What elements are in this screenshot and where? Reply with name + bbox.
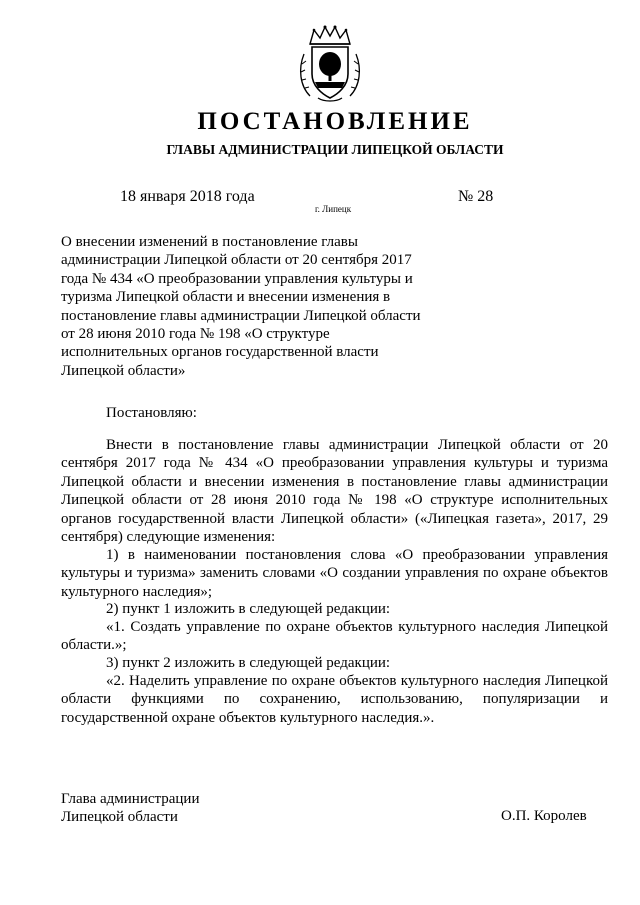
subject-line: туризма Липецкой области и внесении изменения в (61, 289, 391, 306)
subject-line: администрации Липецкой области от 20 сентября 2017 (61, 252, 412, 269)
document-title: ПОСТАНОВЛЕНИЕ (197, 108, 473, 135)
subject-line: О внесении изменений в постановление главы (61, 234, 358, 250)
body-paragraph: «1. Создать управление по охране объектов культурного наследия Липецкой области.»; (61, 619, 608, 654)
document-number: № 28 (458, 188, 494, 205)
subject-line: Липецкой области» (61, 362, 186, 379)
body-paragraph: Внести в постановление главы администрации Липецкой области от 20 сентября 2017 года № 434 «О преобразовании управления культуры и туризма Липецкой области и внесении изменения в постановление главы администрации Липецкой области от 28 июня 2010 года № 198 «О структуре исполнительных органов государственной власти Липецкой области» («Липецкая газета», 2017, 29 сентября) следующие изменения: (61, 437, 608, 546)
subject-line: исполнительных органов государственной власти (61, 344, 379, 361)
resolution-intro: Постановляю: (106, 405, 197, 421)
document-city: г. Липецк (315, 204, 352, 214)
signatory-position-line: Глава администрации (61, 791, 200, 807)
signatory-name: О.П. Королев (501, 808, 587, 824)
subject-line: года № 434 «О преобразовании управления культуры и (61, 270, 413, 287)
document-subtitle: ГЛАВЫ АДМИНИСТРАЦИИ ЛИПЕЦКОЙ ОБЛАСТИ (166, 142, 504, 157)
lipetsk-coat-of-arms-icon (296, 24, 364, 104)
signatory-position-line: Липецкой области (61, 809, 178, 826)
document-date: 18 января 2018 года (120, 188, 255, 205)
body-paragraph: 1) в наименовании постановления слова «О преобразовании управления культуры и туризма» заменить словами «О создании управления по охране объектов культурного наследия»; (61, 547, 608, 600)
subject-line: постановление главы администрации Липецкой области (61, 307, 421, 324)
body-paragraph: 3) пункт 2 изложить в следующей редакции: (106, 655, 391, 671)
signatory-position (61, 790, 199, 827)
body-paragraph: 2) пункт 1 изложить в следующей редакции: (106, 601, 391, 617)
document-subject (61, 233, 441, 380)
subject-line: от 28 июня 2010 года № 198 «О структуре (61, 326, 330, 343)
body-paragraph: «2. Наделить управление по охране объектов культурного наследия Липецкой области функциями по сохранению, использованию, популяризации и государственной охране объектов культурного наследия.». (61, 673, 608, 726)
